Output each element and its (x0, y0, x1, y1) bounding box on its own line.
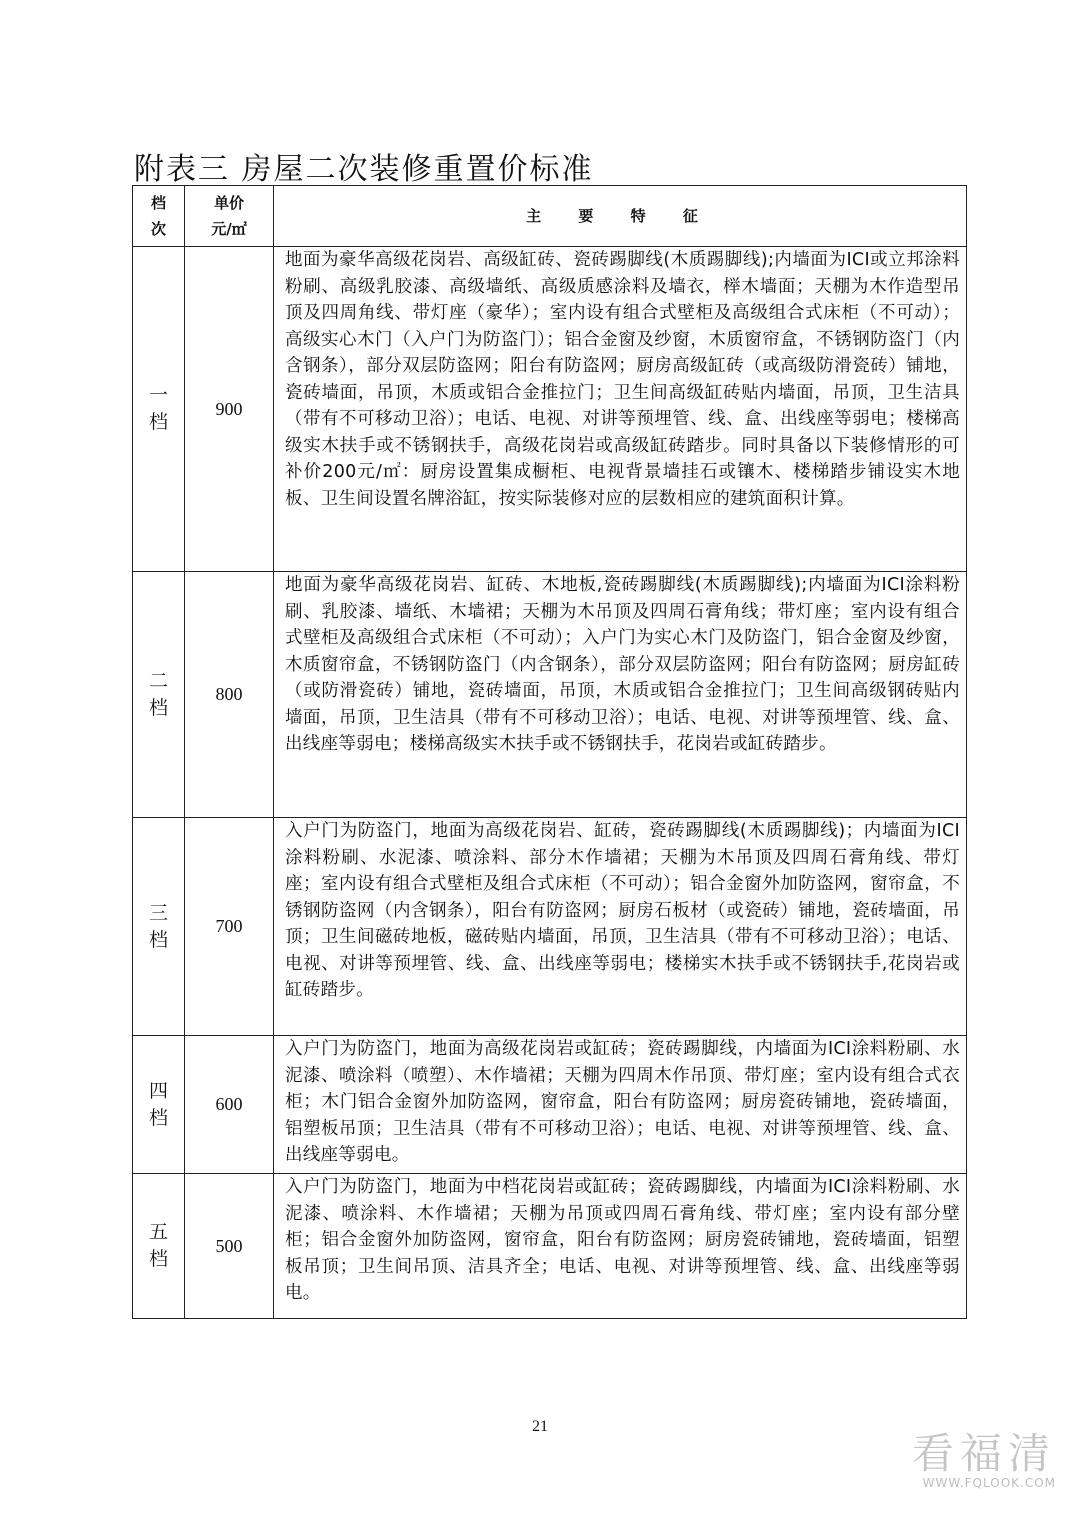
table-row (133, 1036, 967, 1174)
table-row (133, 247, 967, 572)
price-cell: 600 (185, 1036, 274, 1174)
renovation-price-table (132, 185, 967, 1319)
grade-cell: 二档 (133, 572, 185, 818)
header-price: 单价元/㎡ (185, 186, 274, 247)
grade-cell: 三档 (133, 818, 185, 1036)
price-cell: 500 (185, 1174, 274, 1319)
price-cell: 900 (185, 247, 274, 572)
table-row (133, 818, 967, 1036)
features-cell: 地面为豪华高级花岗岩、高级缸砖、瓷砖踢脚线(木质踢脚线);内墙面为ICI或立邦涂料粉刷、高级乳胶漆、高级墙纸、高级质感涂料及墙衣，榉木墙面；天棚为木作造型吊顶及四周角线、带灯座（豪华）；室内设有组合式壁柜及高级组合式床柜（不可动）；高级实心木门（入户门为防盗门）；铝合金窗及纱窗，木质窗帘盒，不锈钢防盗门（内含钢条），部分双层防盗网；阳台有防盗网；厨房高级缸砖（或高级防滑瓷砖）铺地，瓷砖墙面，吊顶，木质或铝合金推拉门；卫生间高级缸砖贴内墙面，吊顶，卫生洁具（带有不可移动卫浴）；电话、电视、对讲等预埋管、线、盒、出线座等弱电；楼梯高级实木扶手或不锈钢扶手，高级花岗岩或高级缸砖踏步。同时具备以下装修情形的可补价200元/㎡：厨房设置集成橱柜、电视背景墙挂石或镶木、楼梯踏步铺设实木地板、卫生间设置名牌浴缸，按实际装修对应的层数相应的建筑面积计算。 (274, 247, 967, 572)
grade-cell: 四档 (133, 1036, 185, 1174)
header-features: 主 要 特 征 (274, 186, 967, 247)
page-number: 21 (532, 1418, 548, 1435)
features-cell: 入户门为防盗门，地面为中档花岗岩或缸砖；瓷砖踢脚线，内墙面为ICI涂料粉刷、水泥漆、喷涂料、木作墙裙；天棚为吊顶或四周石膏角线、带灯座；室内设有部分壁柜；铝合金窗外加防盗网，窗帘盒，阳台有防盗网；厨房瓷砖铺地，瓷砖墙面，铝塑板吊顶；卫生间吊顶、洁具齐全；电话、电视、对讲等预埋管、线、盒、出线座等弱电。 (274, 1174, 967, 1319)
price-cell: 800 (185, 572, 274, 818)
grade-cell: 一档 (133, 247, 185, 572)
table-header-row (133, 186, 967, 247)
header-grade: 档次 (133, 186, 185, 247)
features-cell: 地面为豪华高级花岗岩、缸砖、木地板,瓷砖踢脚线(木质踢脚线);内墙面为ICI涂料粉刷、乳胶漆、墙纸、木墙裙；天棚为木吊顶及四周石膏角线；带灯座；室内设有组合式壁柜及高级组合式床柜（不可动）；入户门为实心木门及防盗门，铝合金窗及纱窗，木质窗帘盒，不锈钢防盗门（内含钢条），部分双层防盗网；阳台有防盗网；厨房缸砖（或防滑瓷砖）铺地，瓷砖墙面，吊顶，木质或铝合金推拉门；卫生间高级钢砖贴内墙面，吊顶，卫生洁具（带有不可移动卫浴）；电话、电视、对讲等预埋管、线、盒、出线座等弱电；楼梯高级实木扶手或不锈钢扶手，花岗岩或缸砖踏步。 (274, 572, 967, 818)
watermark-url: WWW.FQLOOK.COM (922, 1476, 1056, 1490)
grade-cell: 五档 (133, 1174, 185, 1319)
table-row (133, 1174, 967, 1319)
features-cell: 入户门为防盗门，地面为高级花岗岩、缸砖，瓷砖踢脚线(木质踢脚线)；内墙面为ICI涂料粉刷、水泥漆、喷涂料、部分木作墙裙；天棚为木吊顶及四周石膏角线、带灯座；室内设有组合式壁柜及组合式床柜（不可动）；铝合金窗外加防盗网，窗帘盒，不锈钢防盗网（内含钢条），阳台有防盗网；厨房石板材（或瓷砖）铺地，瓷砖墙面，吊顶；卫生间磁砖地板，磁砖贴内墙面，吊顶，卫生洁具（带有不可移动卫浴）；电话、电视、对讲等预埋管、线、盒、出线座等弱电；楼梯实木扶手或不锈钢扶手,花岗岩或缸砖踏步。 (274, 818, 967, 1036)
features-cell: 入户门为防盗门，地面为高级花岗岩或缸砖；瓷砖踢脚线，内墙面为ICI涂料粉刷、水泥漆、喷涂料（喷塑）、木作墙裙；天棚为四周木作吊顶、带灯座；室内设有组合式衣柜；木门铝合金窗外加防盗网，窗帘盒，阳台有防盗网；厨房瓷砖铺地，瓷砖墙面，铝塑板吊顶；卫生洁具（带有不可移动卫浴）；电话、电视、对讲等预埋管、线、盒、出线座等弱电。 (274, 1036, 967, 1174)
page-title: 附表三 房屋二次装修重置价标准 (134, 152, 594, 187)
site-watermark (911, 1429, 1056, 1490)
price-cell: 700 (185, 818, 274, 1036)
watermark-logo: 看福清 (911, 1429, 1056, 1478)
table-row (133, 572, 967, 818)
